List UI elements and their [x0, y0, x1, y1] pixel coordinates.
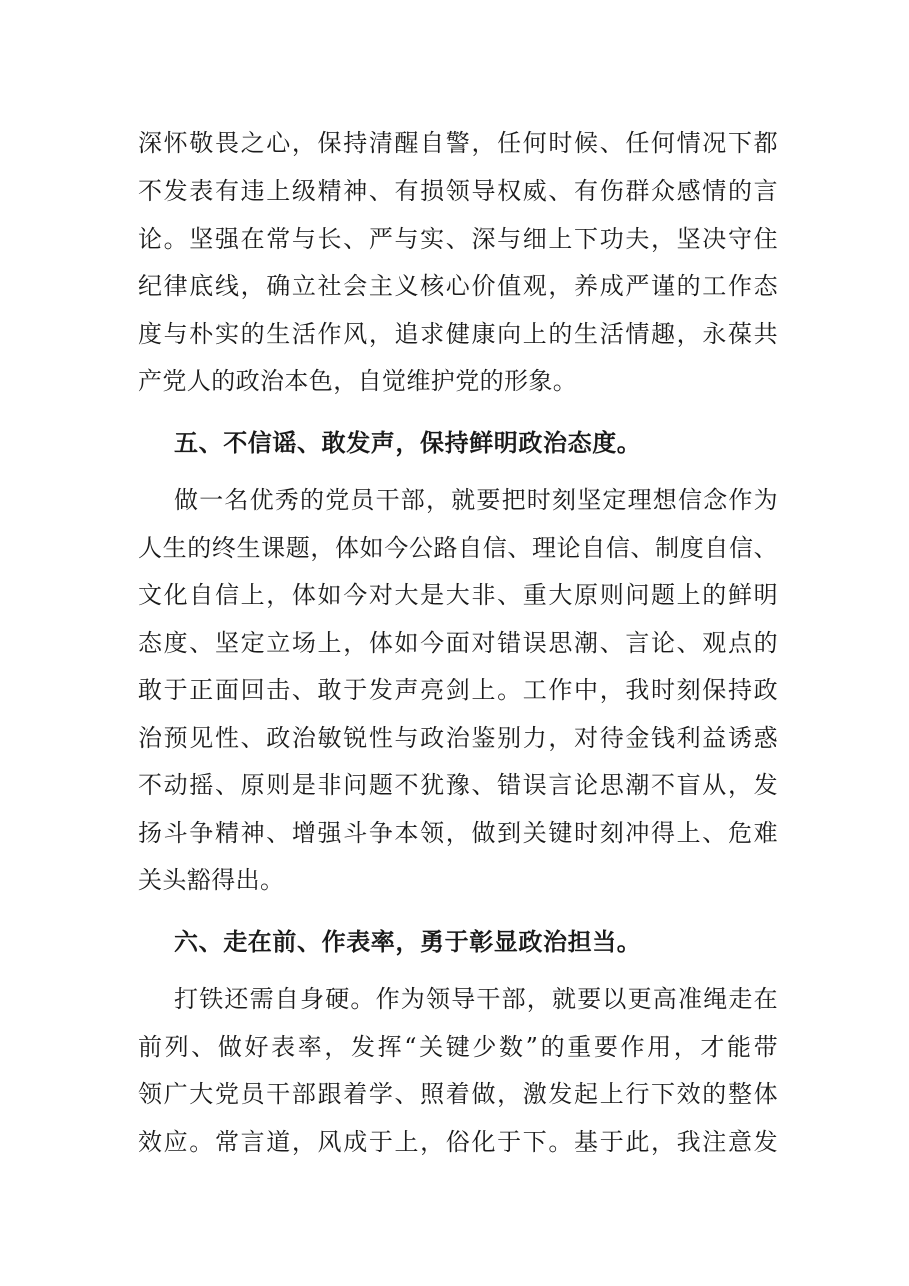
- paragraph-line: 文化自信上，体如今对大是大非、重大原则问题上的鲜明: [138, 581, 778, 609]
- section-heading-6: 六、走在前、作表率，勇于彰显政治担当。: [174, 928, 642, 956]
- paragraph-line: 纪律底线，确立社会主义核心价值观，养成严谨的工作态: [138, 272, 778, 300]
- paragraph-line: 深怀敬畏之心，保持清醒自警，任何时候、任何情况下都: [138, 129, 778, 157]
- paragraph-line: 产党人的政治本色，自觉维护党的形象。: [138, 367, 578, 395]
- paragraph-line: 领广大党员干部跟着学、照着做，激发起上行下效的整体: [138, 1080, 778, 1108]
- paragraph-line: 态度、坚定立场上，体如今面对错误思潮、言论、观点的: [138, 629, 778, 657]
- paragraph-line: 关头豁得出。: [138, 866, 285, 894]
- section-heading-5: 五、不信谣、敢发声，保持鲜明政治态度。: [174, 429, 642, 457]
- paragraph-line: 敢于正面回击、敢于发声亮剑上。工作中，我时刻保持政: [138, 676, 778, 704]
- paragraph-line: 效应。常言道，风成于上，俗化于下。基于此，我注意发: [138, 1128, 778, 1156]
- paragraph-line: 论。坚强在常与长、严与实、深与细上下功夫，坚决守住: [138, 225, 778, 253]
- paragraph-line: 做一名优秀的党员干部，就要把时刻坚定理想信念作为: [174, 486, 778, 514]
- paragraph-line: 打铁还需自身硬。作为领导干部，就要以更高准绳走在: [174, 985, 778, 1013]
- paragraph-line: 不发表有违上级精神、有损领导权威、有伤群众感情的言: [138, 177, 778, 205]
- paragraph-line: 前列、做好表率，发挥“关键少数”的重要作用，才能带: [138, 1033, 778, 1061]
- paragraph-line: 不动摇、原则是非问题不犹豫、错误言论思潮不盲从，发: [138, 771, 778, 799]
- paragraph-line: 人生的终生课题，体如今公路自信、理论自信、制度自信、: [138, 534, 778, 562]
- paragraph-line: 扬斗争精神、增强斗争本领，做到关键时刻冲得上、危难: [138, 819, 778, 847]
- paragraph-line: 度与朴实的生活作风，追求健康向上的生活情趣，永葆共: [138, 320, 778, 348]
- paragraph-line: 治预见性、政治敏锐性与政治鉴别力，对待金钱利益诱惑: [138, 724, 778, 752]
